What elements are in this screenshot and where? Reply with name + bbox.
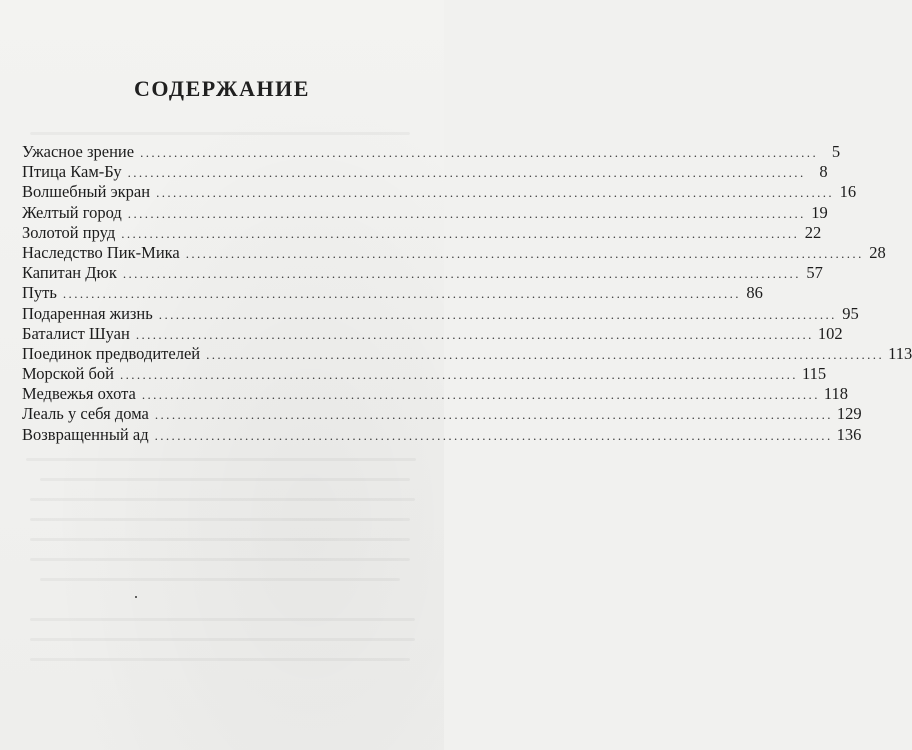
- toc-entry: [22, 343, 912, 364]
- dot-leader: ........................................................................................................................: [141, 387, 820, 403]
- toc-entry-title: Путь: [22, 283, 57, 303]
- toc-entry: [22, 222, 822, 243]
- dot-leader: ........................................................................................................................: [135, 326, 814, 342]
- toc-entry-title: Медвежья охота: [22, 384, 136, 404]
- toc-entry-title: Золотой пруд: [22, 222, 116, 242]
- table-of-contents: [22, 142, 912, 445]
- toc-entry-page-number: 28: [869, 242, 886, 262]
- toc-entry: [22, 303, 859, 324]
- toc-entry-title: Капитан Дюк: [22, 263, 117, 283]
- toc-entry-page-number: 5: [831, 142, 841, 161]
- toc-entry-title: Ужасное зрение: [22, 142, 135, 161]
- toc-entry-title: Желтый город: [22, 202, 122, 222]
- dot-leader: ........................................................................................................................: [185, 245, 864, 261]
- toc-entry-page-number: 8: [819, 162, 828, 182]
- toc-entry-page-number: 95: [842, 303, 859, 323]
- toc-entry-page-number: 57: [806, 263, 823, 283]
- print-speck: [135, 596, 137, 598]
- toc-entry-title: Возвращенный ад: [22, 424, 149, 444]
- toc-entry: [22, 404, 862, 424]
- toc-entry-page-number: 102: [817, 323, 843, 343]
- toc-entry-page-number: 118: [823, 384, 848, 404]
- dot-leader: ........................................................................................................................: [62, 286, 741, 302]
- dot-leader: ........................................................................................................................: [121, 225, 800, 241]
- toc-entry: [22, 202, 828, 223]
- toc-entry-title: Подаренная жизнь: [22, 303, 153, 323]
- dot-leader: ........................................................................................................................: [119, 367, 798, 383]
- toc-entry: [22, 142, 841, 162]
- toc-entry: [22, 242, 886, 263]
- toc-entry-title: Поединок предводителей: [22, 343, 201, 363]
- toc-entry: [22, 364, 827, 384]
- toc-entry-page-number: 113: [888, 343, 912, 363]
- toc-entry: [22, 162, 828, 182]
- toc-entry-title: Леаль у себя дома: [22, 404, 149, 424]
- toc-entry: [22, 182, 857, 202]
- dot-leader: ........................................................................................................................: [158, 306, 837, 322]
- dot-leader: ........................................................................................................................: [154, 407, 833, 423]
- toc-entry: [22, 323, 843, 344]
- dot-leader: ........................................................................................................................: [140, 145, 819, 160]
- toc-entry-title: Морской бой: [22, 364, 114, 384]
- toc-entry: [22, 283, 763, 303]
- toc-entry-page-number: 129: [836, 404, 862, 424]
- toc-entry-title: Баталист Шуан: [22, 323, 130, 343]
- toc-entry-page-number: 115: [801, 364, 827, 384]
- dot-leader: ........................................................................................................................: [127, 165, 806, 181]
- toc-entry-page-number: 22: [804, 222, 822, 242]
- dot-leader: ........................................................................................................................: [127, 205, 806, 221]
- toc-entry-page-number: 136: [836, 424, 862, 444]
- toc-entry-title: Наследство Пик-Мика: [22, 242, 180, 262]
- dot-leader: ........................................................................................................................: [156, 185, 835, 201]
- toc-entry-page-number: 16: [839, 182, 857, 202]
- page-title: СОДЕРЖАНИЕ: [134, 76, 310, 101]
- dot-leader: ........................................................................................................................: [154, 427, 833, 443]
- toc-entry-title: Птица Кам-Бу: [22, 162, 122, 182]
- dot-leader: ........................................................................................................................: [122, 266, 801, 282]
- toc-entry-title: Волшебный экран: [22, 182, 151, 202]
- dot-leader: ........................................................................................................................: [206, 346, 885, 362]
- toc-entry-page-number: 19: [811, 202, 828, 222]
- toc-entry: [22, 263, 823, 283]
- toc-entry: [22, 424, 862, 445]
- toc-entry-page-number: 86: [746, 283, 763, 303]
- toc-entry: [22, 384, 848, 404]
